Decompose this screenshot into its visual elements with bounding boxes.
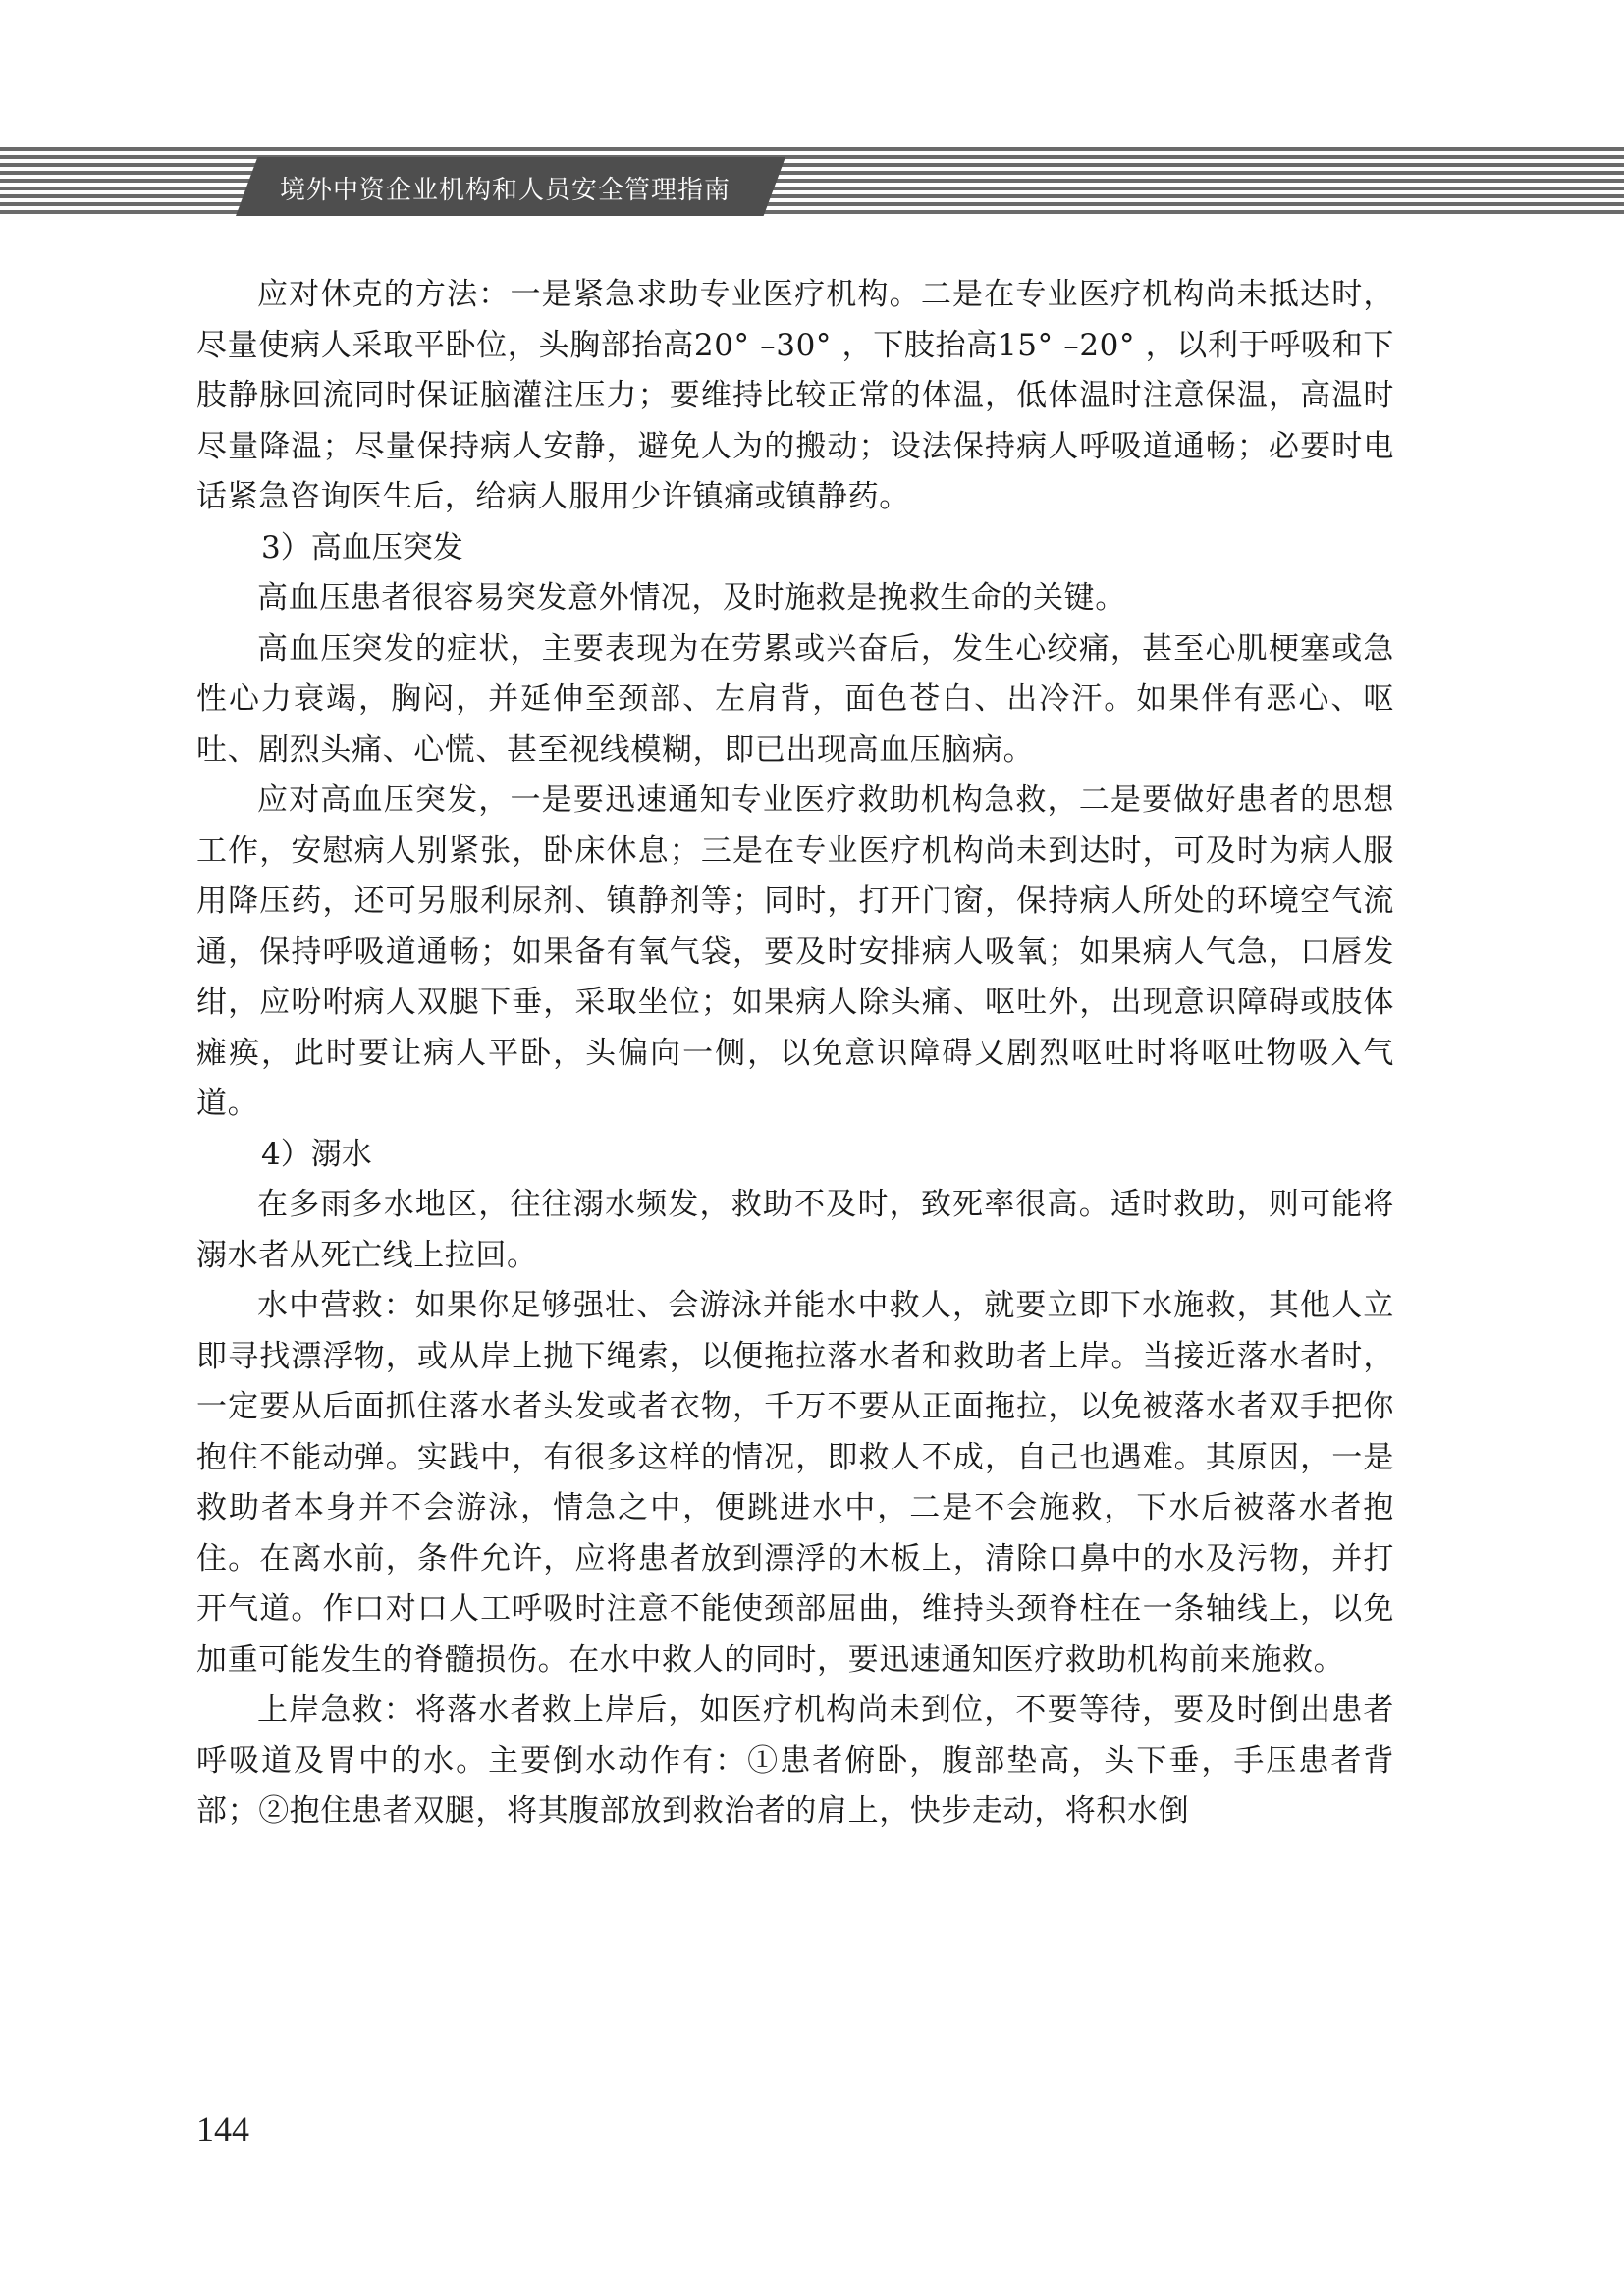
paragraph-drowning-intro: 在多雨多水地区，往往溺水频发，救助不及时，致死率很高。适时救助，则可能将溺水者从死亡线上拉回。 xyxy=(196,1187,1394,1273)
paragraph-shore-first-aid: 上岸急救：将落水者救上岸后，如医疗机构尚未到位，不要等待，要及时倒出患者呼吸道及胃中的水。主要倒水动作有：①患者俯卧，腹部垫高，头下垂，手压患者背部；②抱住患者双腿，将其腹部放到救治者的肩上，快步走动，将积水倒 xyxy=(196,1692,1394,1829)
page-number: 144 xyxy=(196,2109,249,2149)
page-body xyxy=(196,270,1394,1838)
paragraph-water-rescue: 水中营救：如果你足够强壮、会游泳并能水中救人，就要立即下水施救，其他人立即寻找漂浮物，或从岸上抛下绳索，以便拖拉落水者和救助者上岸。当接近落水者时，一定要从后面抓住落水者头发或者衣物，千万不要从正面拖拉，以免被落水者双手把你抱住不能动弹。实践中，有很多这样的情况，即救人不成，自己也遇难。其原因，一是救助者本身并不会游泳，情急之中，便跳进水中，二是不会施救，下水后被落水者抱住。在离水前，条件允许，应将患者放到漂浮的木板上，清除口鼻中的水及污物，并打开气道。作口对口人工呼吸时注意不能使颈部屈曲，维持头颈脊柱在一条轴线上，以免加重可能发生的脊髓损伤。在水中救人的同时，要迅速通知医疗救助机构前来施救。 xyxy=(196,1288,1394,1678)
book-title: 境外中资企业机构和人员安全管理指南 xyxy=(280,176,731,205)
running-header xyxy=(0,147,1624,216)
section-heading-hypertension: 3）高血压突发 xyxy=(261,529,463,565)
paragraph-hypertension-intro: 高血压患者很容易突发意外情况，及时施救是挽救生命的关键。 xyxy=(257,580,1126,615)
section-heading-drowning: 4）溺水 xyxy=(261,1136,372,1172)
paragraph-shock-response: 应对休克的方法：一是紧急求助专业医疗机构。二是在专业医疗机构尚未抵达时，尽量使病人采取平卧位，头胸部抬高20° –30° ，下肢抬高15° –20° ，以利于呼吸和下肢静脉回流同时保证脑灌注压力；要维持比较正常的体温，低体温时注意保温，高温时尽量降温；尽量保持病人安静，避免人为的搬动；设法保持病人呼吸道通畅；必要时电话紧急咨询医生后，给病人服用少许镇痛或镇静药。 xyxy=(196,277,1394,514)
paragraph-hypertension-symptoms: 高血压突发的症状，主要表现为在劳累或兴奋后，发生心绞痛，甚至心肌梗塞或急性心力衰竭，胸闷，并延伸至颈部、左肩背，面色苍白、出冷汗。如果伴有恶心、呕吐、剧烈头痛、心慌、甚至视线模糊，即已出现高血压脑病。 xyxy=(196,630,1394,768)
paragraph-hypertension-response: 应对高血压突发，一是要迅速通知专业医疗救助机构急救，二是要做好患者的思想工作，安慰病人别紧张，卧床休息；三是在专业医疗机构尚未到达时，可及时为病人服用降压药，还可另服利尿剂、镇静剂等；同时，打开门窗，保持病人所处的环境空气流通，保持呼吸道通畅；如果备有氧气袋，要及时安排病人吸氧；如果病人气急，口唇发绀，应吩咐病人双腿下垂，采取坐位；如果病人除头痛、呕吐外，出现意识障碍或肢体瘫痪，此时要让病人平卧，头偏向一侧，以免意识障碍又剧烈呕吐时将呕吐物吸入气道。 xyxy=(196,782,1394,1121)
